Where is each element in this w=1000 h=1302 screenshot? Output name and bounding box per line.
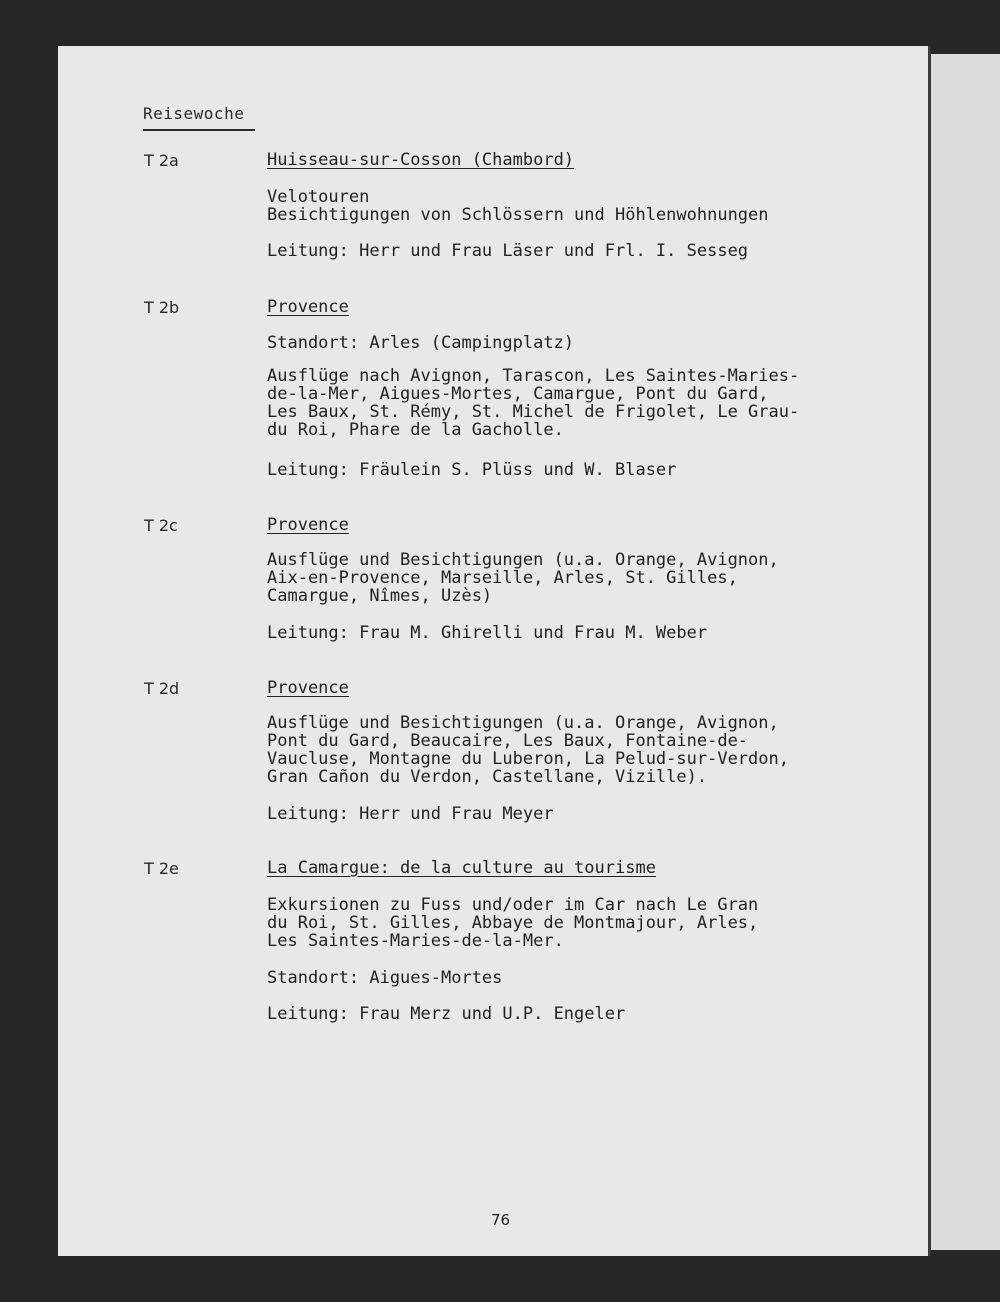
section-heading: Reisewoche [143, 104, 255, 131]
entry-standort: Standort: Arles (Campingplatz) [267, 333, 575, 353]
document-page [58, 46, 930, 1256]
entry-code: T 2d [144, 679, 180, 698]
entry-leitung: Leitung: Herr und Frau Meyer [267, 804, 554, 824]
entry-code: T 2c [144, 516, 178, 535]
entry-text-line: Exkursionen zu Fuss und/oder im Car nach Le Gran [267, 895, 759, 915]
entry-title: Provence [267, 297, 349, 317]
entry-text-line: Velotouren [267, 187, 370, 207]
entry-leitung: Leitung: Fräulein S. Plüss und W. Blaser [267, 460, 677, 480]
entry-text-line: de-la-Mer, Aigues-Mortes, Camargue, Pont du Gard, [267, 384, 769, 404]
entry-title: Huisseau-sur-Cosson (Chambord) [267, 150, 575, 170]
entry-leitung: Leitung: Frau M. Ghirelli und Frau M. Weber [267, 623, 708, 643]
entry-title: Provence [267, 515, 349, 535]
entry-title: Provence [267, 678, 349, 698]
entry-text-line: Gran Cañon du Verdon, Castellane, Vizille). [267, 767, 708, 787]
entry-text-line: Ausflüge und Besichtigungen (u.a. Orange, Avignon, [267, 713, 779, 733]
entry-text-line: du Roi, St. Gilles, Abbaye de Montmajour, Arles, [267, 913, 759, 933]
entry-text-line: du Roi, Phare de la Gacholle. [267, 420, 564, 440]
entry-leitung: Leitung: Frau Merz und U.P. Engeler [267, 1004, 626, 1024]
entry-text-line: Besichtigungen von Schlössern und Höhlenwohnungen [267, 205, 769, 225]
facing-page-edge [931, 54, 1000, 1250]
entry-text-line: Ausflüge und Besichtigungen (u.a. Orange, Avignon, [267, 550, 779, 570]
entry-code: T 2a [144, 151, 179, 170]
entry-standort: Standort: Aigues-Mortes [267, 968, 503, 988]
entry-text-line: Les Saintes-Maries-de-la-Mer. [267, 931, 564, 951]
entry-text-line: Ausflüge nach Avignon, Tarascon, Les Saintes-Maries- [267, 366, 800, 386]
entry-title: La Camargue: de la culture au tourisme [267, 858, 656, 878]
entry-text-line: Camargue, Nîmes, Uzès) [267, 586, 493, 606]
page-number: 76 [491, 1211, 511, 1229]
entry-leitung: Leitung: Herr und Frau Läser und Frl. I. Sesseg [267, 241, 749, 261]
entry-text-line: Aix-en-Provence, Marseille, Arles, St. Gilles, [267, 568, 738, 588]
entry-text-line: Vaucluse, Montagne du Luberon, La Pelud-sur-Verdon, [267, 749, 789, 769]
entry-text-line: Les Baux, St. Rémy, St. Michel de Frigolet, Le Grau- [267, 402, 800, 422]
entry-text-line: Pont du Gard, Beaucaire, Les Baux, Fontaine-de- [267, 731, 749, 751]
entry-code: T 2e [144, 859, 179, 878]
entry-code: T 2b [144, 298, 180, 317]
